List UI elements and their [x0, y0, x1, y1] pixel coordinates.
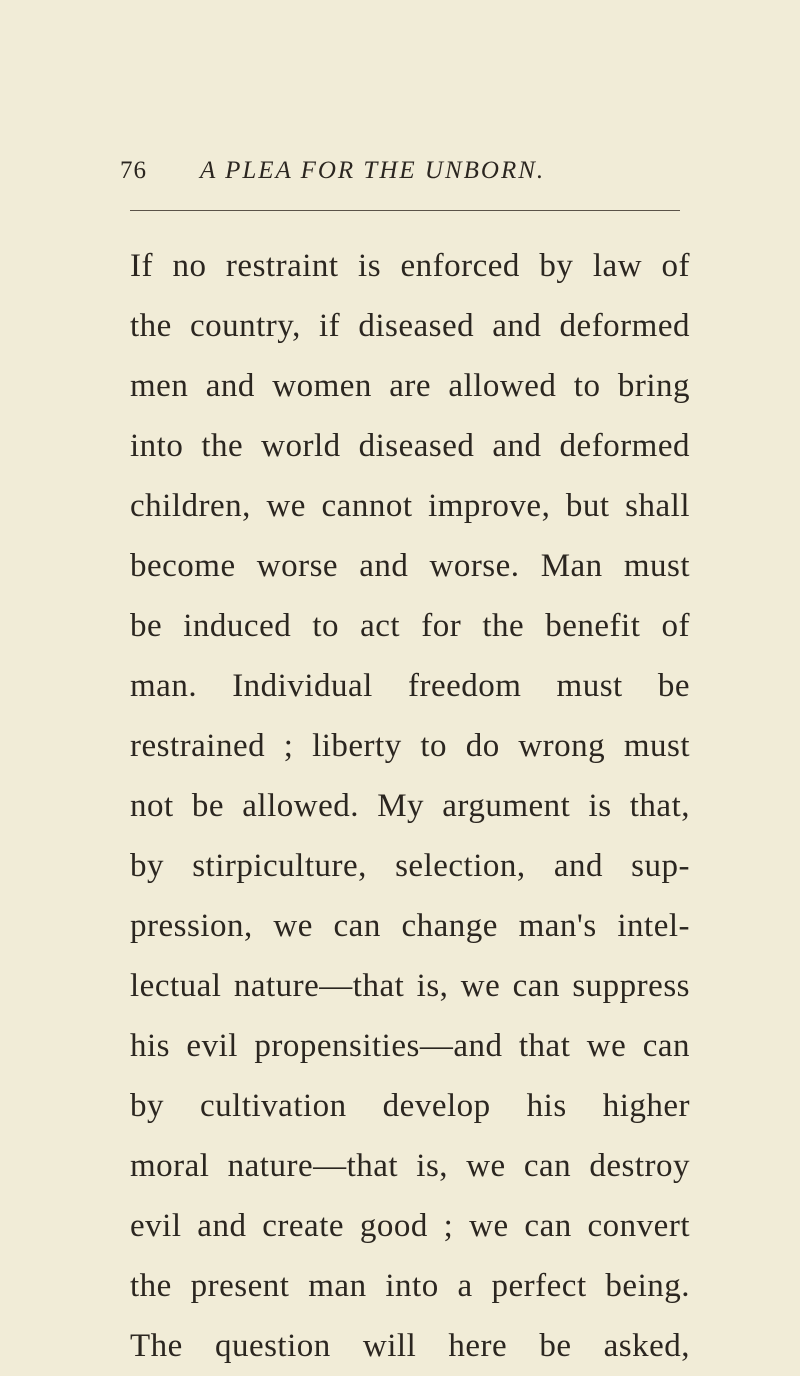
text-line: into the world diseased and deformed [130, 428, 690, 464]
text-line: by stirpiculture, selection, and sup- [130, 848, 690, 884]
text-line: pression, we can change man's intel- [130, 908, 690, 944]
text-line: be induced to act for the benefit of [130, 608, 690, 644]
text-line: evil and create good ; we can convert [130, 1208, 690, 1244]
page-number: 76 [120, 157, 147, 184]
text-line: If no restraint is enforced by law of [130, 248, 690, 284]
text-line: children, we cannot improve, but shall [130, 488, 690, 524]
text-line: the country, if diseased and deformed [130, 308, 690, 344]
text-line: men and women are allowed to bring [130, 368, 690, 404]
text-line: restrained ; liberty to do wrong must [130, 728, 690, 764]
text-line: not be allowed. My argument is that, [130, 788, 690, 824]
text-line: lectual nature—that is, we can suppress [130, 968, 690, 1004]
header-rule [130, 210, 680, 211]
text-line: by cultivation develop his higher [130, 1088, 690, 1124]
text-line: become worse and worse. Man must [130, 548, 690, 584]
text-line: his evil propensities—and that we can [130, 1028, 690, 1064]
text-line: moral nature—that is, we can destroy [130, 1148, 690, 1184]
page-header [120, 157, 680, 197]
text-line: man. Individual freedom must be [130, 668, 690, 704]
body-text [130, 236, 690, 1376]
text-line: the present man into a perfect being. [130, 1268, 690, 1304]
running-title: A PLEA FOR THE UNBORN. [200, 157, 546, 184]
text-line: The question will here be asked, [130, 1328, 690, 1364]
